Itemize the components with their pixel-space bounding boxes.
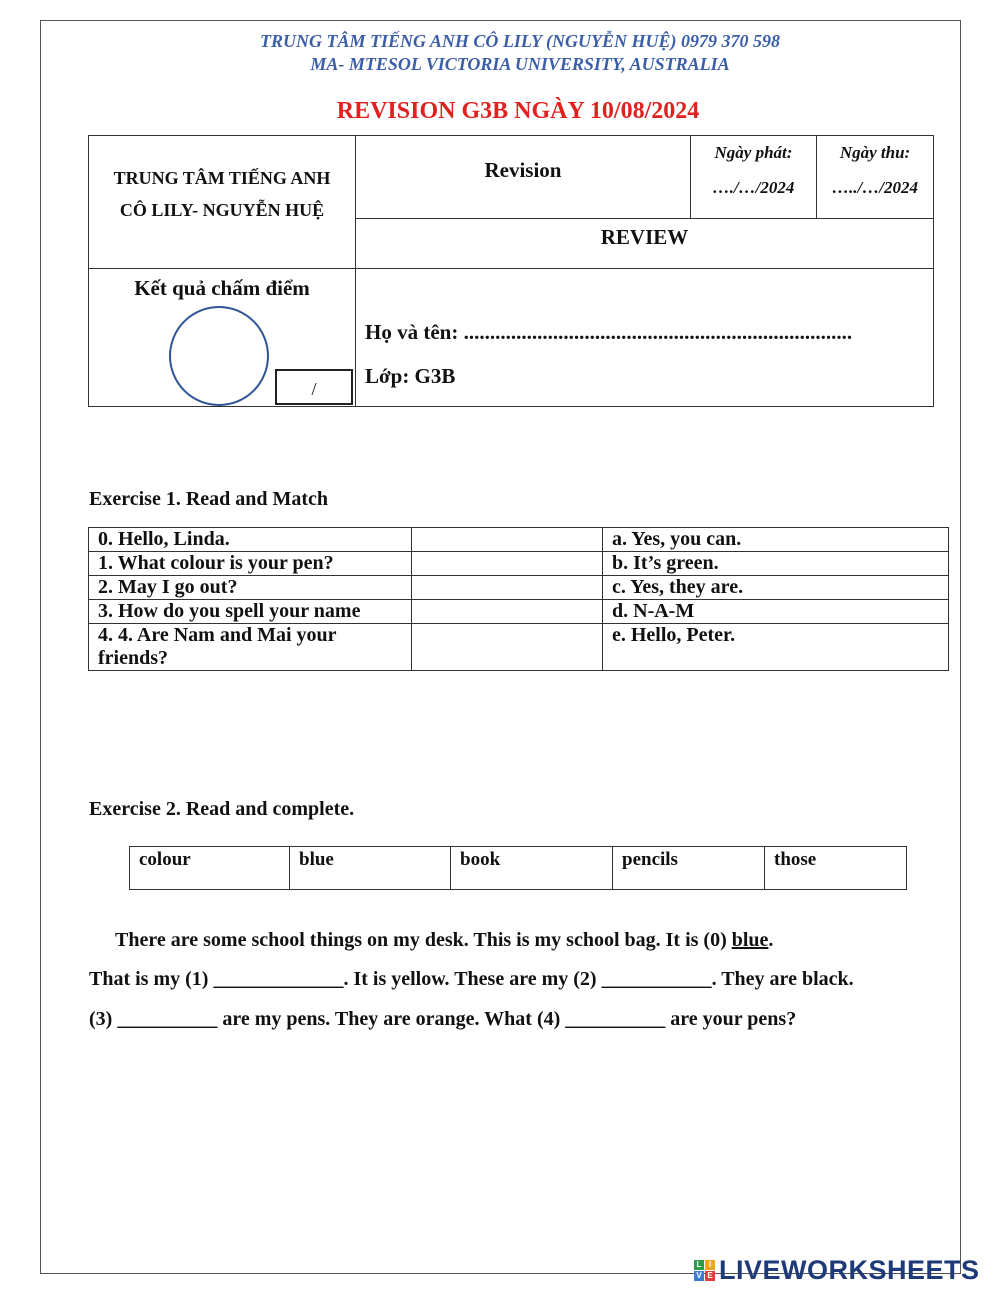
section-cell [356,219,934,269]
score-circle [169,306,269,406]
logo-text: LIVEWORKSHEETS [719,1254,980,1285]
passage-line-1-text: There are some school things on my desk. This is my school bag. It is (0) [115,929,732,951]
logo-mark-icon [694,1260,715,1281]
example-answer: blue [731,929,769,951]
logo-mark-cell: L [694,1260,704,1270]
header-line-1: TRUNG TÂM TIẾNG ANH CÔ LILY (NGUYỄN HUỆ) 0979 370 598 [260,31,780,51]
student-name-field[interactable]: Họ và tên: .......................................................................... [365,320,853,344]
passage-line-1-end: . [768,929,774,951]
answer-slot[interactable] [412,600,603,624]
answer-slot[interactable] [412,576,603,600]
option-cell: c. Yes, they are. [603,576,949,600]
table-row [89,528,949,552]
score-box[interactable]: / [275,369,353,405]
option-cell: e. Hello, Peter. [603,624,949,671]
word-box-item: book [451,847,613,890]
collect-date-cell [817,136,934,219]
passage-line-3[interactable]: (3) __________ are my pens. They are orange. What (4) __________ are your pens? [89,1008,797,1030]
center-name-line-1: TRUNG TÂM TIẾNG ANH [113,168,331,188]
option-cell: d. N-A-M [603,600,949,624]
table-row [89,576,949,600]
question-cell: 1. What colour is your pen? [89,552,412,576]
table-row [89,624,949,671]
logo-mark-cell: I [705,1260,715,1270]
question-cell: 4. 4. Are Nam and Mai your friends? [89,624,412,671]
exercise2-title: Exercise 2. Read and complete. [89,798,355,820]
logo-mark-cell: E [705,1271,715,1281]
header-line-2: MA- MTESOL VICTORIA UNIVERSITY, AUSTRALIA [310,54,730,74]
word-box-item: blue [290,847,451,890]
collect-date-label: Ngày thu: [839,143,911,162]
question-cell: 0. Hello, Linda. [89,528,412,552]
exercise1-title: Exercise 1. Read and Match [89,488,329,510]
logo-mark-cell: V [694,1271,704,1281]
option-cell: a. Yes, you can. [603,528,949,552]
question-cell: 3. How do you spell your name [89,600,412,624]
passage-line-1 [115,929,773,952]
word-box [129,846,907,890]
liveworksheets-logo[interactable] [694,1255,980,1285]
answer-slot[interactable] [412,528,603,552]
word-box-item: those [765,847,907,890]
table-row [89,600,949,624]
question-cell: 2. May I go out? [89,576,412,600]
issue-date-cell [691,136,817,219]
subject-cell [356,136,691,219]
answer-slot[interactable] [412,552,603,576]
match-table [88,527,949,671]
subject-label: Revision [484,158,562,182]
section-label: REVIEW [600,225,689,249]
word-box-item: colour [130,847,290,890]
center-name-line-2: CÔ LILY- NGUYỄN HUỆ [119,200,325,220]
option-cell: b. It’s green. [603,552,949,576]
table-row [89,552,949,576]
student-class-field: Lớp: G3B [365,364,456,388]
score-label: Kết quả chấm điểm [134,276,310,300]
issue-date-value: …./…/2024 [712,178,795,197]
collect-date-value: …../…/2024 [832,178,918,197]
word-box-item: pencils [613,847,765,890]
passage-line-2[interactable]: That is my (1) _____________. It is yellow. These are my (2) ___________. They are black. [89,968,854,990]
center-name-cell [89,136,356,269]
student-info-cell [356,269,934,407]
answer-slot[interactable] [412,624,603,671]
issue-date-label: Ngày phát: [714,143,793,162]
worksheet-title: REVISION G3B NGÀY 10/08/2024 [336,98,700,124]
